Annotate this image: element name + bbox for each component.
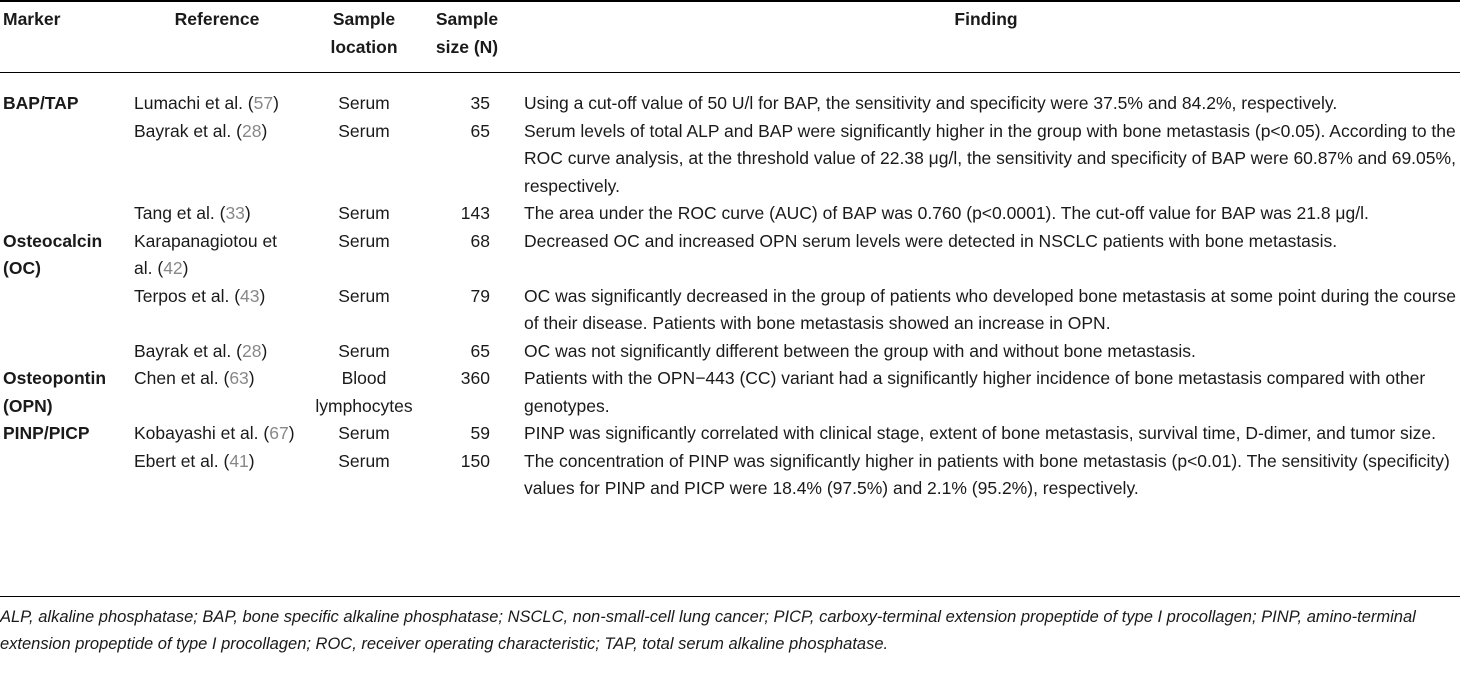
- top-rule: [0, 0, 1460, 2]
- header-marker: Marker: [3, 9, 61, 29]
- cell-sample-size: 59: [470, 423, 490, 443]
- header-reference: Reference: [174, 9, 260, 29]
- reference-close: ): [261, 340, 268, 361]
- cell-finding: Using a cut-off value of 50 U/l for BAP, the sensitivity and specificity were 37.5% and 84.2%, respectively.: [524, 93, 1338, 113]
- reference-close: ): [182, 258, 189, 278]
- cell-marker: [0, 200, 128, 228]
- table-footnote: ALP, alkaline phosphatase; BAP, bone specific alkaline phosphatase; NSCLC, non-small-cell lung cancer; PICP, carboxy-terminal extension propeptide of type I procollagen; PINP, amino-terminal extension propeptide of type I procollagen; ROC, receiver operating characteristic; TAP, total serum alkaline phosphatase.: [0, 608, 1416, 653]
- cell-sample-size: 65: [470, 340, 490, 361]
- cell-marker: Osteopontin (OPN): [3, 368, 107, 416]
- cell-sample-location: Serum: [338, 423, 390, 443]
- reference-text: Lumachi et al. (: [134, 93, 254, 113]
- reference-text: Karapanagiotou et al. (: [134, 230, 278, 278]
- reference-number-link[interactable]: 43: [240, 285, 260, 306]
- cell-sample-location: Blood lymphocytes: [315, 368, 413, 416]
- cell-marker: PINP/PICP: [3, 423, 90, 443]
- cell-reference: [128, 200, 306, 228]
- table-row: [0, 448, 1460, 503]
- cell-reference: [128, 90, 306, 118]
- reference-number-link[interactable]: 33: [225, 203, 245, 223]
- reference-text: Tang et al. (: [134, 203, 226, 223]
- cell-sample-location: Serum: [338, 340, 390, 361]
- reference-number-link[interactable]: 42: [163, 258, 183, 278]
- cell-reference: [128, 338, 306, 366]
- cell-sample-size: 65: [470, 120, 490, 141]
- cell-reference: [128, 228, 306, 283]
- cell-sample-size: 79: [470, 285, 490, 306]
- cell-sample-size: 360: [460, 368, 490, 388]
- reference-close: ): [288, 423, 295, 443]
- cell-reference: [128, 283, 306, 338]
- reference-close: ): [248, 450, 255, 471]
- reference-text: Terpos et al. (: [134, 285, 241, 306]
- cell-sample-size: 68: [470, 230, 490, 251]
- reference-number-link[interactable]: 41: [229, 450, 249, 471]
- cell-sample-size: 35: [470, 93, 490, 113]
- reference-close: ): [259, 285, 266, 306]
- cell-sample-location: Serum: [338, 230, 390, 251]
- reference-text: Bayrak et al. (: [134, 120, 242, 141]
- cell-reference: [128, 420, 306, 448]
- cell-finding: Decreased OC and increased OPN serum levels were detected in NSCLC patients with bone metastasis.: [524, 230, 1338, 251]
- reference-close: ): [261, 120, 268, 141]
- table-row: [0, 283, 1460, 338]
- reference-text: Bayrak et al. (: [134, 340, 242, 361]
- table-row: [0, 118, 1460, 201]
- reference-text: Chen et al. (: [134, 368, 230, 388]
- cell-finding: OC was significantly decreased in the group of patients who developed bone metastasis at some point during the course of their disease. Patients with bone metastasis showed an increase in OPN.: [524, 285, 1456, 333]
- cell-sample-location: Serum: [338, 285, 390, 306]
- cell-sample-size: 143: [460, 203, 490, 223]
- cell-finding: The area under the ROC curve (AUC) of BAP was 0.760 (p<0.0001). The cut-off value for BAP was 21.8 μg/l.: [524, 203, 1369, 223]
- cell-reference: [128, 118, 306, 201]
- table-row: [0, 200, 1460, 228]
- reference-number-link[interactable]: 57: [253, 93, 274, 113]
- cell-finding: Serum levels of total ALP and BAP were significantly higher in the group with bone metastasis (p<0.05). According to the ROC curve analysis, at the threshold value of 22.38 μg/l, the sensitivity and specificity of BAP were 60.87% and 69.05%, respectively.: [524, 120, 1456, 196]
- header-row: [0, 6, 1460, 66]
- cell-reference: [128, 448, 306, 503]
- reference-close: ): [248, 368, 255, 388]
- reference-close: ): [273, 93, 279, 113]
- cell-finding: Patients with the OPN−443 (CC) variant had a significantly higher incidence of bone metastasis compared with other genotypes.: [524, 368, 1426, 416]
- cell-sample-location: Serum: [338, 120, 390, 141]
- cell-marker: [0, 338, 128, 366]
- reference-close: ): [244, 203, 251, 223]
- header-finding: Finding: [954, 9, 1018, 29]
- cell-reference: [128, 365, 306, 420]
- cell-sample-location: Serum: [338, 93, 390, 113]
- cell-sample-size: 150: [460, 450, 490, 471]
- reference-text: Kobayashi et al. (: [134, 423, 270, 443]
- reference-text: Ebert et al. (: [134, 450, 230, 471]
- table-row: [0, 420, 1460, 448]
- cell-marker: [0, 118, 128, 201]
- cell-finding: OC was not significantly different between the group with and without bone metastasis.: [524, 340, 1196, 361]
- data-table: [0, 6, 1460, 503]
- table-row: [0, 338, 1460, 366]
- cell-marker: [0, 448, 128, 503]
- table-row: [0, 228, 1460, 283]
- cell-sample-location: Serum: [338, 203, 390, 223]
- table-row: [0, 365, 1460, 420]
- cell-sample-location: Serum: [338, 450, 390, 471]
- header-sample-size: Sample size (N): [435, 9, 499, 57]
- reference-number-link[interactable]: 28: [241, 340, 262, 361]
- cell-marker: Osteocalcin (OC): [3, 230, 103, 278]
- cell-marker: BAP/TAP: [3, 93, 79, 113]
- reference-number-link[interactable]: 63: [229, 368, 249, 388]
- reference-number-link[interactable]: 67: [269, 423, 289, 443]
- cell-finding: The concentration of PINP was significantly higher in patients with bone metastasis (p<0.01). The sensitivity (specificity) values for PINP and PICP were 18.4% (97.5%) and 2.1% (95.2%), respectively.: [524, 450, 1450, 498]
- cell-finding: PINP was significantly correlated with clinical stage, extent of bone metastasis, survival time, D-dimer, and tumor size.: [524, 423, 1436, 443]
- cell-marker: [0, 283, 128, 338]
- header-sample-location: Sample location: [330, 9, 398, 57]
- bottom-rule: [0, 596, 1460, 597]
- reference-number-link[interactable]: 28: [241, 120, 262, 141]
- table-row: [0, 90, 1460, 118]
